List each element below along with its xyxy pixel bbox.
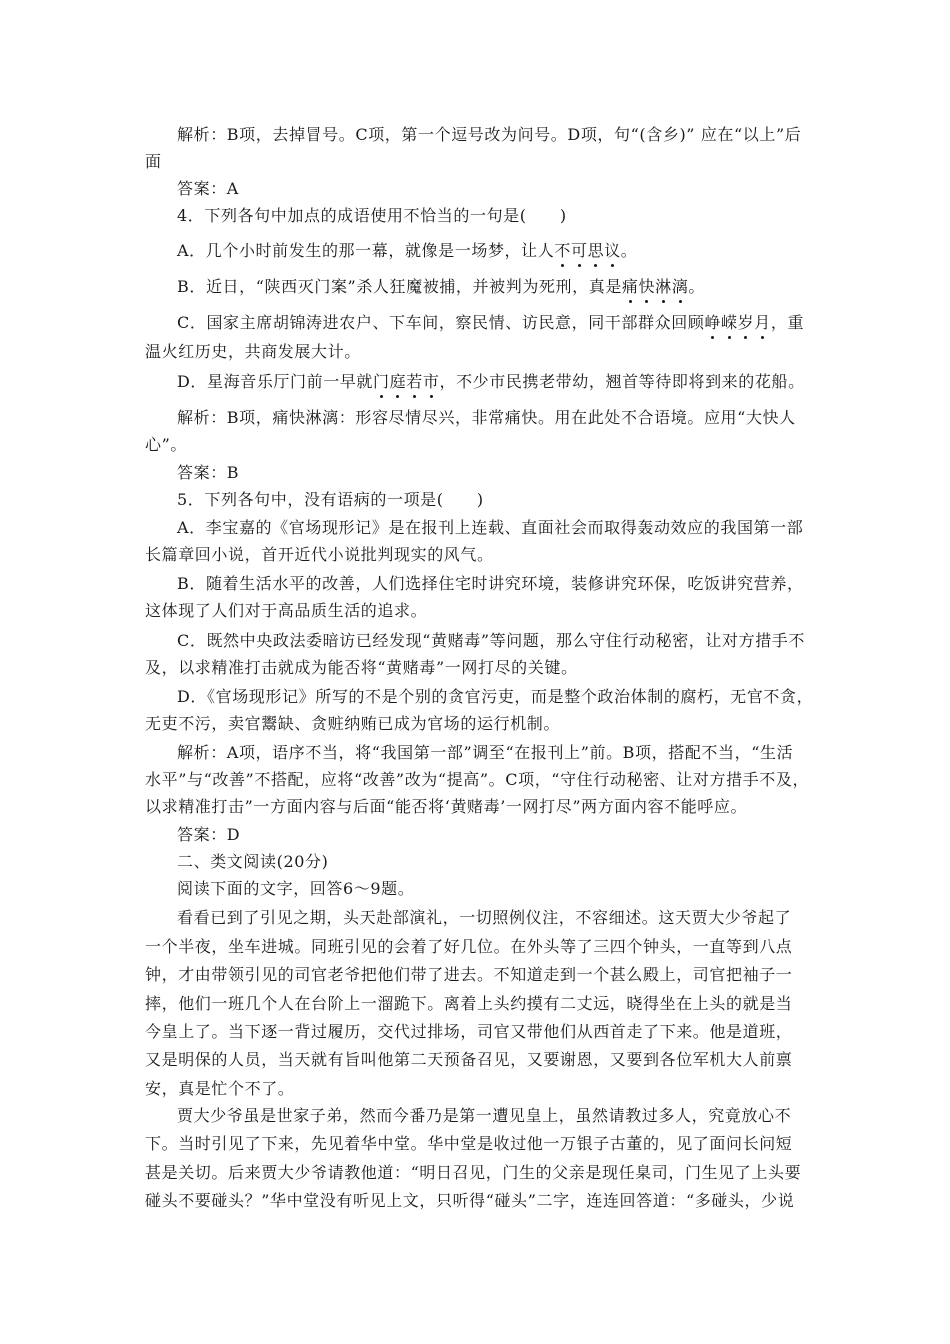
analysis-q5-line2: 水平”与“改善”不搭配，应将“改善”改为“提高”。C项，“守住行动秘密、让对方措手不及， (145, 770, 810, 789)
question-5-option-b-line2: 这体现了人们对于高品质生活的追求。 (145, 601, 428, 620)
passage-p2-line4: 碰头不要碰头？”华中堂没有听见上文，只听得“碰头”二字，连连回答道：“多碰头，少说 (145, 1191, 795, 1210)
question-5-option-c-line2: 及，以求精准打击就成为能否将“黄赌毒”一网打尽的关键。 (145, 658, 578, 677)
analysis-q3-line2: 面 (145, 152, 162, 171)
question-5-option-a-line2: 长篇章回小说，首开近代小说批判现实的风气。 (145, 545, 494, 564)
question-4-option-d: D．星海音乐厅门前一早就门庭若市，不少市民携老带幼，翘首等待即将到来的花船。 (177, 372, 805, 391)
question-4-option-a: A．几个小时前发生的那一幕，就像是一场梦，让人不可思议。 (177, 241, 638, 260)
question-4-option-c-line2: 温火红历史，共商发展大计。 (145, 342, 361, 361)
question-5-option-a-line1: A．李宝嘉的《官场现形记》是在报刊上连载、直面社会而取得轰动效应的我国第一部 (177, 518, 804, 537)
answer-q4: 答案：B (177, 463, 240, 482)
analysis-q4-line2: 心”。 (145, 435, 187, 454)
question-5-option-c-line1: C．既然中央政法委暗访已经发现“黄赌毒”等问题，那么守住行动秘密，让对方措手不 (177, 631, 806, 650)
answer-q3: 答案：A (177, 179, 239, 198)
passage-p1-line1: 看看已到了引见之期，头天赴部演礼，一切照例仪注，不容细述。这天贾大少爷起了 (177, 908, 792, 927)
answer-q5: 答案：D (177, 825, 241, 844)
analysis-q3-line1: 解析：B项，去掉冒号。C项，第一个逗号改为问号。D项，句“(含乡)” 应在“以上”后 (177, 125, 802, 144)
passage-p2-line1: 贾大少爷虽是世家子弟，然而今番乃是第一遭见皇上，虽然请教过多人，究竟放心不 (177, 1106, 792, 1125)
reading-instruction: 阅读下面的文字，回答6～9题。 (177, 879, 415, 898)
question-4-stem: 4．下列各句中加点的成语使用不恰当的一句是( ) (177, 206, 567, 225)
question-5-stem: 5．下列各句中，没有语病的一项是( ) (177, 490, 484, 509)
question-4-option-c-line1: C．国家主席胡锦涛进农户、下车间，察民情、访民意，同干部群众回顾峥嵘岁月，重 (177, 313, 805, 332)
passage-p1-line2: 一个半夜，坐车进城。同班引见的会着了好几位。在外头等了三四个钟头，一直等到八点 (145, 937, 793, 956)
question-4-option-b: B．近日，“陕西灭门案”杀人狂魔被捕，并被判为死刑，真是痛快淋漓。 (177, 277, 705, 296)
passage-p2-line2: 下。当时引见了下来，先见着华中堂。华中堂是收过他一万银子古董的，见了面问长问短 (145, 1134, 793, 1153)
passage-p1-line7: 安，真是忙个不了。 (145, 1079, 295, 1098)
question-5-option-b-line1: B．随着生活水平的改善，人们选择住宅时讲究环境，装修讲究环保，吃饭讲究营养， (177, 574, 804, 593)
analysis-q5-line1: 解析：A项，语序不当，将“我国第一部”调至“在报刊上”前。B项，搭配不当，“生活 (177, 743, 794, 762)
passage-p2-line3: 甚是关切。后来贾大少爷请教他道：“明日召见，门生的父亲是现任臬司，门生见了上头要 (145, 1163, 802, 1182)
passage-p1-line3: 钟，才由带领引见的司官老爷把他们带了进去。不知道走到一个甚么殿上，司官把袖子一 (145, 965, 793, 984)
analysis-q4-line1: 解析：B项，痛快淋漓：形容尽情尽兴，非常痛快。用在此处不合语境。应用“大快人 (177, 408, 796, 427)
question-5-option-d-line1: D．《官场现形记》所写的不是个别的贪官污吏，而是整个政治体制的腐朽，无官不贪， (177, 687, 814, 706)
passage-p1-line6: 又是明保的人员，当天就有旨叫他第二天预备召见，又要谢恩，又要到各位军机大人前禀 (145, 1050, 793, 1069)
passage-p1-line5: 今皇上了。当下逐一背过履历，交代过排场，司官又带他们从西首走了下来。他是道班， (145, 1022, 793, 1041)
question-5-option-d-line2: 无吏不污，卖官鬻缺、贪赃纳贿已成为官场的运行机制。 (145, 714, 561, 733)
section-heading: 二、类文阅读(20分) (177, 852, 329, 871)
passage-p1-line4: 摔，他们一班几个人在台阶上一溜跪下。离着上头约摸有二丈远，晓得坐在上头的就是当 (145, 994, 793, 1013)
analysis-q5-line3: 以求精准打击”一方面内容与后面“能否将‘黄赌毒’一网打尽”两方面内容不能呼应。 (145, 797, 748, 816)
